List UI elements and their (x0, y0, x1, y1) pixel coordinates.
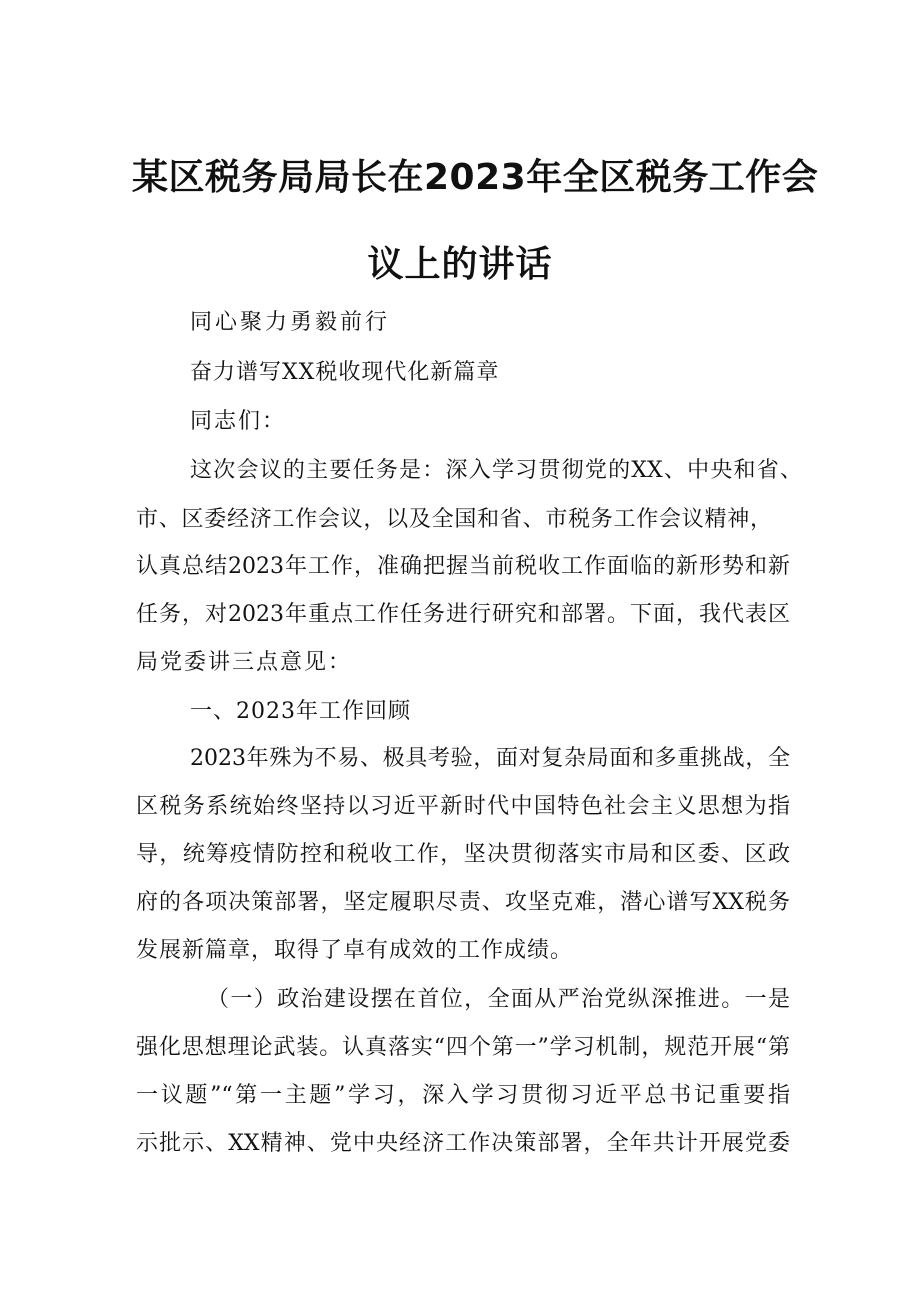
para1-line-4: 任务，对2023年重点工作任务进行研究和部署。下面，我代表区 (136, 602, 790, 627)
subtitle-2: 奋力谱写XX税收现代化新篇章 (190, 360, 500, 385)
document-title-line-2: 议上的讲话 (367, 244, 553, 285)
para2-line-2: 区税务系统始终坚持以习近平新时代中国特色社会主义思想为指 (136, 794, 790, 819)
para2-line-1: 2023年殊为不易、极具考验，面对复杂局面和多重挑战，全 (190, 746, 790, 771)
greeting: 同志们： (190, 409, 287, 434)
subtitle-1: 同心聚力勇毅前行 (190, 310, 391, 335)
section-heading-1: 一、2023年工作回顾 (190, 699, 411, 724)
para1-line-5: 局党委讲三点意见： (136, 650, 353, 675)
para2-line-3: 导，统筹疫情防控和税收工作，坚决贯彻落实市局和区委、区政 (136, 842, 790, 867)
para1-line-1: 这次会议的主要任务是：深入学习贯彻党的XX、中央和省、 (190, 458, 802, 483)
para3-line-4: 示批示、XX精神、党中央经济工作决策部署，全年共计开展党委 (136, 1131, 790, 1156)
para3-line-1: （一）政治建设摆在首位，全面从严治党纵深推进。一是 (207, 987, 790, 1012)
para3-line-3: 一议题”“第一主题”学习，深入学习贯彻习近平总书记重要指 (136, 1083, 790, 1108)
para3-line-2: 强化思想理论武装。认真落实“四个第一”学习机制，规范开展“第 (136, 1035, 790, 1060)
para1-line-2: 市、区委经济工作会议，以及全国和省、市税务工作会议精神， (136, 507, 772, 532)
para1-line-3: 认真总结2023年工作，准确把握当前税收工作面临的新形势和新 (136, 554, 790, 579)
document-title-line-1: 某区税务局局长在2023年全区税务工作会 (132, 157, 819, 198)
para2-line-4: 府的各项决策部署，坚定履职尽责、攻坚克难，潜心谱写XX税务 (136, 890, 790, 915)
para2-line-5: 发展新篇章，取得了卓有成效的工作成绩。 (136, 938, 574, 963)
